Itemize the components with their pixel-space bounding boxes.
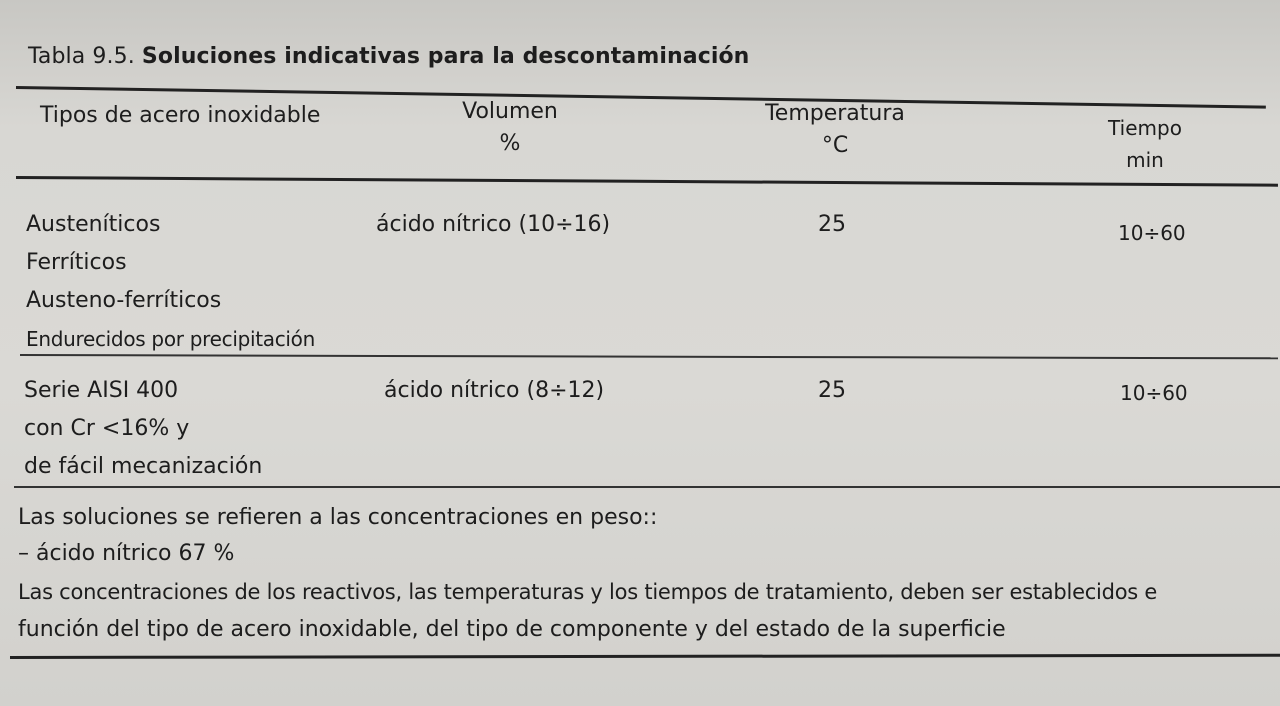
row1-temperature: 25 — [818, 212, 846, 237]
row2-type-1: Serie AISI 400 — [24, 378, 179, 403]
row2-volume: ácido nítrico (8÷12) — [384, 378, 605, 403]
header-type: Tipos de acero inoxidable — [40, 103, 321, 128]
header-temperature — [740, 98, 930, 162]
header-rule — [16, 176, 1278, 187]
note-line-1: Las soluciones se refieren a las concentraciones en peso:: — [18, 505, 658, 530]
note-line-4: función del tipo de acero inoxidable, del tipo de componente y del estado de la superficie — [18, 617, 1006, 642]
row1-time: 10÷60 — [1118, 221, 1186, 245]
note-line-3: Las concentraciones de los reactivos, las temperaturas y los tiempos de tratamiento, deben ser establecidos e — [18, 580, 1158, 604]
header-volume-label: Volumen — [462, 99, 558, 124]
header-volume-unit: % — [499, 131, 521, 156]
bottom-rule — [10, 654, 1280, 659]
table-number: Tabla 9.5. — [28, 44, 135, 69]
header-time-unit: min — [1126, 148, 1164, 172]
note-line-2: – ácido nítrico 67 % — [18, 541, 235, 566]
row2-time: 10÷60 — [1120, 381, 1188, 405]
row2-type-2: con Cr <16% y — [24, 416, 190, 441]
row1-type-3: Austeno-ferríticos — [26, 288, 222, 313]
table-row — [26, 206, 315, 358]
table-row — [24, 372, 262, 486]
row1-type-4: Endurecidos por precipitación — [26, 327, 315, 351]
header-time — [1090, 112, 1200, 176]
header-time-label: Tiempo — [1108, 116, 1182, 140]
row1-type-2: Ferríticos — [26, 250, 127, 275]
header-temperature-unit: °C — [821, 133, 849, 158]
row1-volume: ácido nítrico (10÷16) — [376, 212, 611, 237]
header-volume — [440, 96, 580, 160]
table-title: Soluciones indicativas para la descontaminación — [141, 44, 750, 69]
row1-type-1: Austeníticos — [26, 212, 161, 237]
row2-type-3: de fácil mecanización — [24, 454, 263, 479]
table-bottom-rule — [14, 486, 1280, 488]
table-caption — [28, 44, 749, 69]
row2-temperature: 25 — [818, 378, 846, 403]
header-temperature-label: Temperatura — [765, 101, 905, 126]
